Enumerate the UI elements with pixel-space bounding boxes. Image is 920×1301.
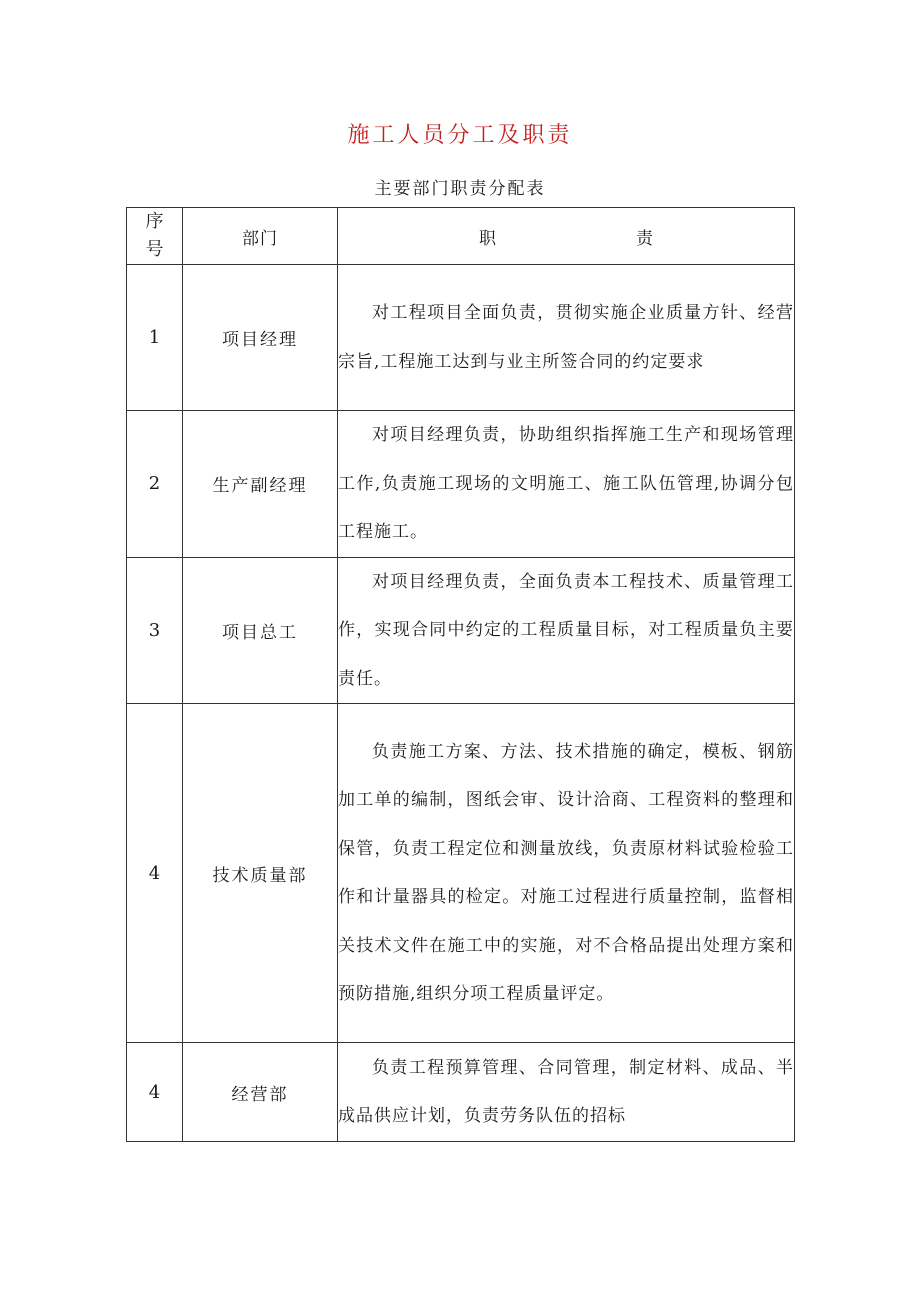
table-caption: 主要部门职责分配表 <box>374 179 546 199</box>
document-title: 施工人员分工及职责 <box>347 123 573 148</box>
row-seq: 2 <box>127 411 183 558</box>
row-department: 项目总工 <box>183 557 338 704</box>
header-duty-char2: 责 <box>636 228 653 249</box>
row-duty: 负责施工方案、方法、技术措施的确定，模板、钢筋加工单的编制，图纸会审、设计洽商、工程资料的整理和保管，负责工程定位和测量放线，负责原材料试验检验工作和计量器具的检定。对施工过程进行质量控制，监督相关技术文件在施工中的实施，对不合格品提出处理方案和预防措施,组织分项工程质量评定。 <box>338 704 795 1043</box>
header-seq <box>127 208 183 265</box>
header-department: 部门 <box>183 208 338 265</box>
row-duty: 对项目经理负责，协助组织指挥施工生产和现场管理工作,负责施工现场的文明施工、施工队伍管理,协调分包工程施工。 <box>338 411 795 558</box>
row-department: 生产副经理 <box>183 411 338 558</box>
row-department: 项目经理 <box>183 265 338 411</box>
table-row <box>127 411 795 558</box>
header-duty <box>338 208 795 265</box>
row-seq: 4 <box>127 1043 183 1142</box>
row-duty: 对工程项目全面负责，贯彻实施企业质量方针、经营宗旨,工程施工达到与业主所签合同的约定要求 <box>338 265 795 411</box>
table-row <box>127 1043 795 1142</box>
row-seq: 4 <box>127 704 183 1043</box>
row-duty: 负责工程预算管理、合同管理，制定材料、成品、半成品供应计划，负责劳务队伍的招标 <box>338 1043 795 1142</box>
table-row <box>127 704 795 1043</box>
table-row <box>127 557 795 704</box>
row-duty: 对项目经理负责，全面负责本工程技术、质量管理工作，实现合同中约定的工程质量目标，对工程质量负主要责任。 <box>338 557 795 704</box>
header-duty-char1: 职 <box>479 228 496 249</box>
row-department: 技术质量部 <box>183 704 338 1043</box>
row-seq: 3 <box>127 557 183 704</box>
table-header-row <box>127 208 795 265</box>
table-row <box>127 265 795 411</box>
row-department: 经营部 <box>183 1043 338 1142</box>
header-seq-line2: 号 <box>145 239 164 260</box>
row-seq: 1 <box>127 265 183 411</box>
header-seq-line1: 序 <box>145 211 164 232</box>
duty-allocation-table <box>126 207 795 1142</box>
